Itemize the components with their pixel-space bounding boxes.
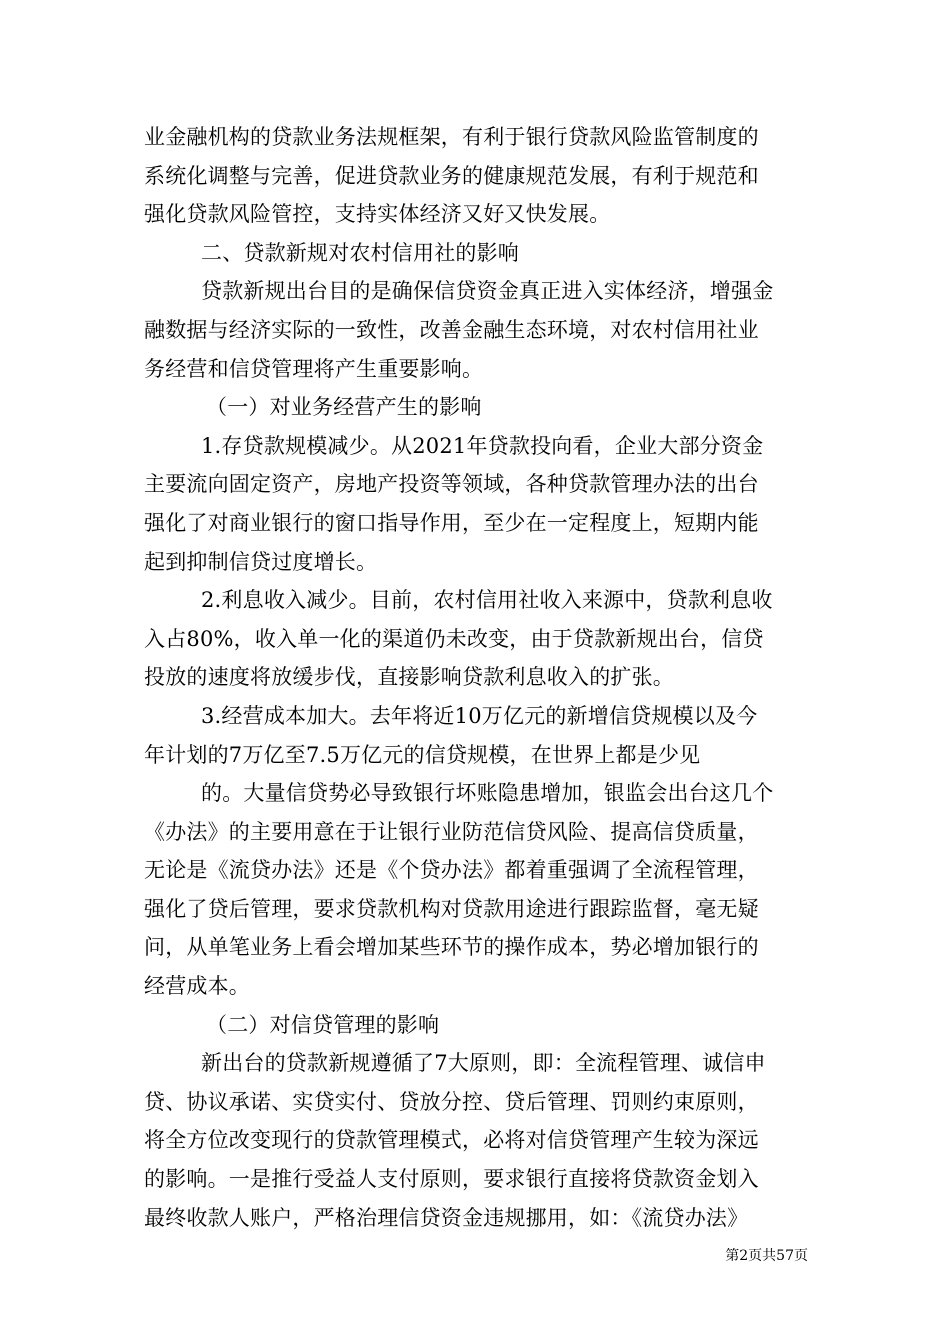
- text-line: 主要流向固定资产，房地产投资等领域，各种贷款管理办法的出台: [144, 472, 759, 497]
- text-line: 的。大量信贷势必导致银行坏账隐患增加，银监会出台这几个: [201, 781, 774, 806]
- text-line: 融数据与经济实际的一致性，改善金融生态环境，对农村信用社业: [144, 317, 759, 342]
- text-line: 《办法》的主要用意在于让银行业防范信贷风险、提高信贷质量，: [144, 819, 759, 844]
- text-line: （一）对业务经营产生的影响: [206, 395, 482, 420]
- text-line: 强化了对商业银行的窗口指导作用，至少在一定程度上，短期内能: [144, 510, 759, 535]
- text-line: 强化贷款风险管控，支持实体经济又好又快发展。: [144, 202, 611, 227]
- text-line: 二、贷款新规对农村信用社的影响: [201, 240, 519, 265]
- page-number-footer: 第2页共57页: [725, 1248, 808, 1264]
- text-line: 1.存贷款规模减少。从2021年贷款投向看，企业大部分资金: [201, 433, 764, 458]
- text-line: 务经营和信贷管理将产生重要影响。: [144, 356, 484, 381]
- text-line: 将全方位改变现行的贷款管理模式，必将对信贷管理产生较为深远: [144, 1128, 759, 1153]
- text-line: 入占80%，收入单一化的渠道仍未改变，由于贷款新规出台，信贷: [144, 626, 764, 651]
- body-text: [144, 118, 814, 1237]
- text-line: 起到抑制信贷过度增长。: [144, 549, 378, 574]
- text-line: 强化了贷后管理，要求贷款机构对贷款用途进行跟踪监督，毫无疑: [144, 896, 759, 921]
- text-line: 最终收款人账户，严格治理信贷资金违规挪用，如：《流贷办法》: [144, 1205, 749, 1230]
- text-line: （二）对信贷管理的影响: [206, 1012, 440, 1037]
- text-line: 系统化调整与完善，促进贷款业务的健康规范发展，有利于规范和: [144, 163, 759, 188]
- text-line: 贷、协议承诺、实贷实付、贷放分控、贷后管理、罚则约束原则，: [144, 1089, 759, 1114]
- text-line: 3.经营成本加大。去年将近10万亿元的新增信贷规模以及今: [201, 703, 758, 728]
- text-line: 投放的速度将放缓步伐，直接影响贷款利息收入的扩张。: [144, 665, 674, 690]
- text-line: 问，从单笔业务上看会增加某些环节的操作成本，势必增加银行的: [144, 935, 759, 960]
- text-line: 业金融机构的贷款业务法规框架，有利于银行贷款风险监管制度的: [144, 125, 759, 149]
- text-line: 无论是《流贷办法》还是《个贷办法》都着重强调了全流程管理，: [144, 858, 759, 883]
- text-line: 年计划的7万亿至7.5万亿元的信贷规模，在世界上都是少见: [144, 742, 701, 767]
- text-line: 新出台的贷款新规遵循了7大原则，即：全流程管理、诚信申: [201, 1051, 766, 1076]
- text-line: 2.利息收入减少。目前，农村信用社收入来源中，贷款利息收: [201, 588, 773, 613]
- text-line: 贷款新规出台目的是确保信贷资金真正进入实体经济，增强金: [201, 279, 774, 304]
- text-line: 经营成本。: [144, 974, 250, 999]
- text-line: 的影响。一是推行受益人支付原则，要求银行直接将贷款资金划入: [144, 1167, 759, 1192]
